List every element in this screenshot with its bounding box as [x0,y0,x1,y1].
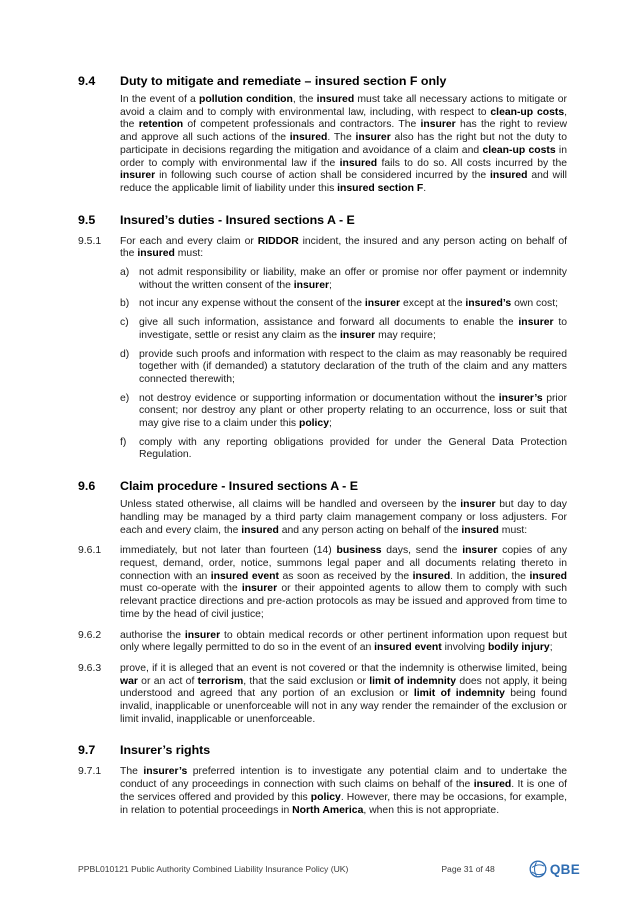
paragraph-text: In the event of a pollution condition, the insured must take all necessary actions to mitigate or avoid a claim and to comply with environmental law, including, with respect to clean-up costs, the retention of competent professionals and contractors. The insurer has the right to review and approve all such actions of the insured. The insurer also has the right but not the duty to participate in decisions regarding the mitigation and avoidance of a claim and clean-up costs in order to comply with environmental law if the insured fails to do so. All costs incurred by the insurer in following such course of action shall be considered incurred by the insured and will reduce the applicable limit of liability under this insured section F. [120,94,567,194]
paragraph [78,766,567,817]
paragraph-text: not incur any expense without the consent of the insurer except at the insured’s own cost; [139,298,558,310]
paragraph-text: not destroy evidence or supporting information or documentation without the insurer’s prior consent; nor destroy any plant or other property relating to an occurrence, loss or suit that may give rise to a claim under this policy; [139,392,567,430]
item-number: 9.5.1 [78,235,102,247]
item-number: 9.6.3 [78,662,102,674]
list-item [78,349,567,387]
heading-text: Insurer’s rights [120,743,211,758]
section-heading [78,743,567,758]
item-number: 9.6.1 [78,545,102,557]
paragraph-text: give all such information, assistance and forward all documents to enable the insurer to investigate, settle or resist any claim as the insurer may require; [139,317,567,341]
paragraph-text: provide such proofs and information with respect to the claim as may reasonably be required together with (if demanded) a statutory declaration of the truth of the claim and any matters connected therewith; [139,348,567,385]
paragraph-text: immediately, but not later than fourteen (14) business days, send the insurer copies of any request, demand, order, notice, summons legal paper and all documents relating thereto in connection with an insured event as soon as received by the insured. In addition, the insured must co-operate with the insurer or their appointed agents to allow them to comply with such relevant practice directions and pre-action protocols as may be issued and approved from time to time by the head of civil justice; [120,545,568,620]
paragraph-text: prove, if it is alleged that an event is not covered or that the indemnity is otherwise limited, being war or an act of terrorism, that the said exclusion or limit of indemnity does not apply, it being understood and agreed that any portion of an exclusion or limit of indemnity being found invalid, inapplicable or unenforceable will not in any way render the remainder of the exclusion or limit invalid, inapplicable or unenforceable. [120,662,568,725]
item-number [78,94,120,196]
item-number: c) [120,317,129,329]
item-number: 9.7 [78,743,96,758]
page-footer [78,860,580,878]
heading-text: Duty to mitigate and remediate – insured section F only [120,74,447,88]
heading-text: Insured’s duties - Insured sections A - E [120,212,355,227]
section-heading [78,74,567,89]
heading-text: Claim procedure - Insured sections A - E [120,479,358,494]
qbe-logo-text: QBE [549,861,580,877]
item-number [78,499,120,537]
item-number: 9.7.1 [78,766,102,778]
paragraph-text: The insurer’s preferred intention is to investigate any potential claim and to undertake the conduct of any proceedings in connection with such claims on behalf of the insured. It is one of the services offered and provided by this policy. However, there may be occasions, for example, in relation to potential proceedings in North America, when this is not appropriate. [120,766,567,816]
footer-doc-ref: PPBL010121 Public Authority Combined Liability Insurance Policy (UK) [78,864,349,874]
list-item [78,317,567,342]
paragraph-text: comply with any reporting obligations provided for under the General Data Protection Regulation. [139,436,567,461]
list-item [78,437,567,462]
section-heading [78,479,567,494]
item-number: 9.6 [78,479,96,494]
paragraph-text: authorise the insurer to obtain medical records or other pertinent information upon request but only where legally permitted to do so in the event of an insured event involving bodily injury; [120,629,567,654]
paragraph [78,663,567,727]
paragraph [78,499,567,537]
paragraph [78,630,567,655]
item-number: e) [120,392,130,404]
paragraph-text: For each and every claim or RIDDOR incident, the insured and any person acting on behalf of the insured must: [120,235,567,260]
paragraph [78,545,567,621]
paragraph [78,94,567,196]
list-item [78,267,567,292]
item-number: 9.4 [78,74,96,88]
paragraph [78,236,567,261]
qbe-globe-icon [529,860,547,878]
document-content [78,74,567,817]
list-item [78,298,567,311]
item-number: d) [120,348,130,360]
section-heading [78,213,567,228]
item-number: a) [120,267,130,279]
item-number: f) [120,436,127,448]
item-number: 9.6.2 [78,629,102,641]
qbe-logo [529,860,580,878]
item-number: 9.5 [78,212,96,227]
paragraph-text: Unless stated otherwise, all claims will be handled and overseen by the insurer but day to day handling may be managed by a third party claim management company or loss adjusters. For each and every claim, the insured and any person acting on behalf of the insured must: [120,499,567,536]
paragraph-text: not admit responsibility or liability, make an offer or promise nor offer payment or indemnity without the written consent of the insurer; [139,267,567,291]
item-number: b) [120,298,130,310]
footer-page-number: Page 31 of 48 [441,864,495,874]
list-item [78,393,567,431]
